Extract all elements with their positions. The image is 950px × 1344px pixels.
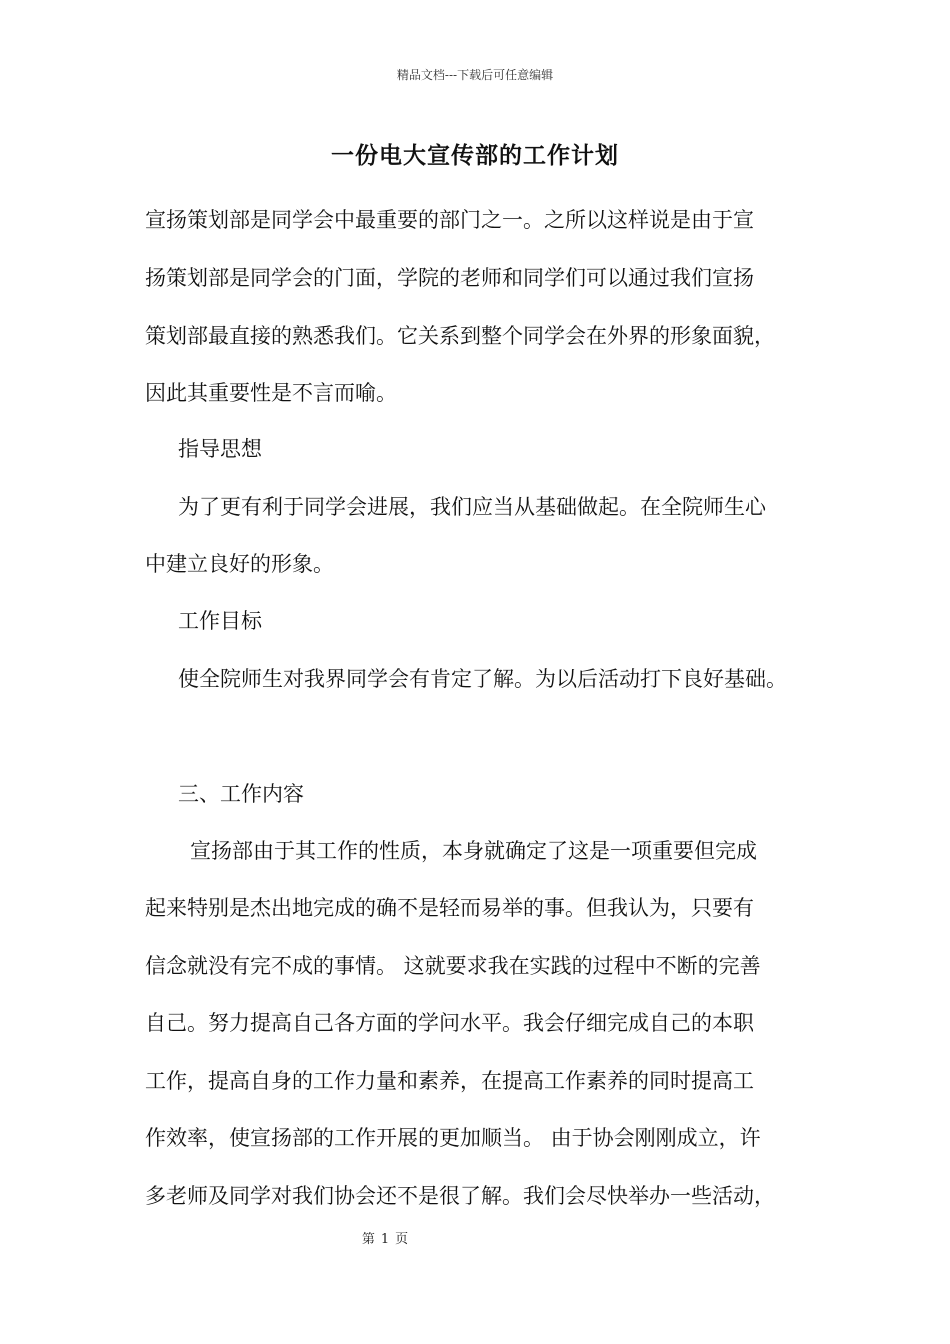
footer-suffix: 页 — [395, 1232, 409, 1247]
page-number: 1 — [380, 1232, 390, 1247]
body-line: 起来特别是杰出地完成的确不是轻而易举的事。但我认为，只要有 — [145, 896, 754, 920]
body-line: 策划部最直接的熟悉我们。它关系到整个同学会在外界的形象面貌， — [145, 324, 775, 348]
section-heading-work-content: 三、工作内容 — [178, 782, 304, 806]
body-line: 工作，提高自身的工作力量和素养，在提高工作素养的同时提高工 — [145, 1069, 754, 1093]
body-line: 宣扬策划部是同学会中最重要的部门之一。之所以这样说是由于宣 — [145, 208, 754, 232]
body-line: 为了更有利于同学会进展，我们应当从基础做起。在全院师生心 — [178, 495, 766, 519]
body-line: 自己。努力提高自己各方面的学问水平。我会仔细完成自己的本职 — [145, 1011, 754, 1035]
body-line: 中建立良好的形象。 — [145, 552, 334, 576]
body-line: 使全院师生对我界同学会有肯定了解。为以后活动打下良好基础。 — [178, 667, 787, 691]
body-line: 信念就没有完不成的事情。 这就要求我在实践的过程中不断的完善 — [145, 954, 761, 978]
section-heading-guiding-ideology: 指导思想 — [178, 437, 262, 461]
body-line: 因此其重要性是不言而喻。 — [145, 381, 397, 405]
footer-prefix: 第 — [361, 1232, 375, 1247]
body-line: 多老师及同学对我们协会还不是很了解。我们会尽快举办一些活动， — [145, 1184, 775, 1208]
document-title: 一份电大宣传部的工作计划 — [331, 142, 619, 169]
section-heading-work-goal: 工作目标 — [178, 609, 262, 633]
body-line: 宣扬部由于其工作的性质，本身就确定了这是一项重要但完成 — [190, 839, 757, 863]
body-line: 扬策划部是同学会的门面，学院的老师和同学们可以通过我们宣扬 — [145, 266, 754, 290]
body-line: 作效率，使宣扬部的工作开展的更加顺当。 由于协会刚刚成立，许 — [145, 1126, 761, 1150]
page-header-note: 精品文档---下载后可任意编辑 — [396, 68, 554, 82]
page-footer — [0, 1228, 770, 1247]
